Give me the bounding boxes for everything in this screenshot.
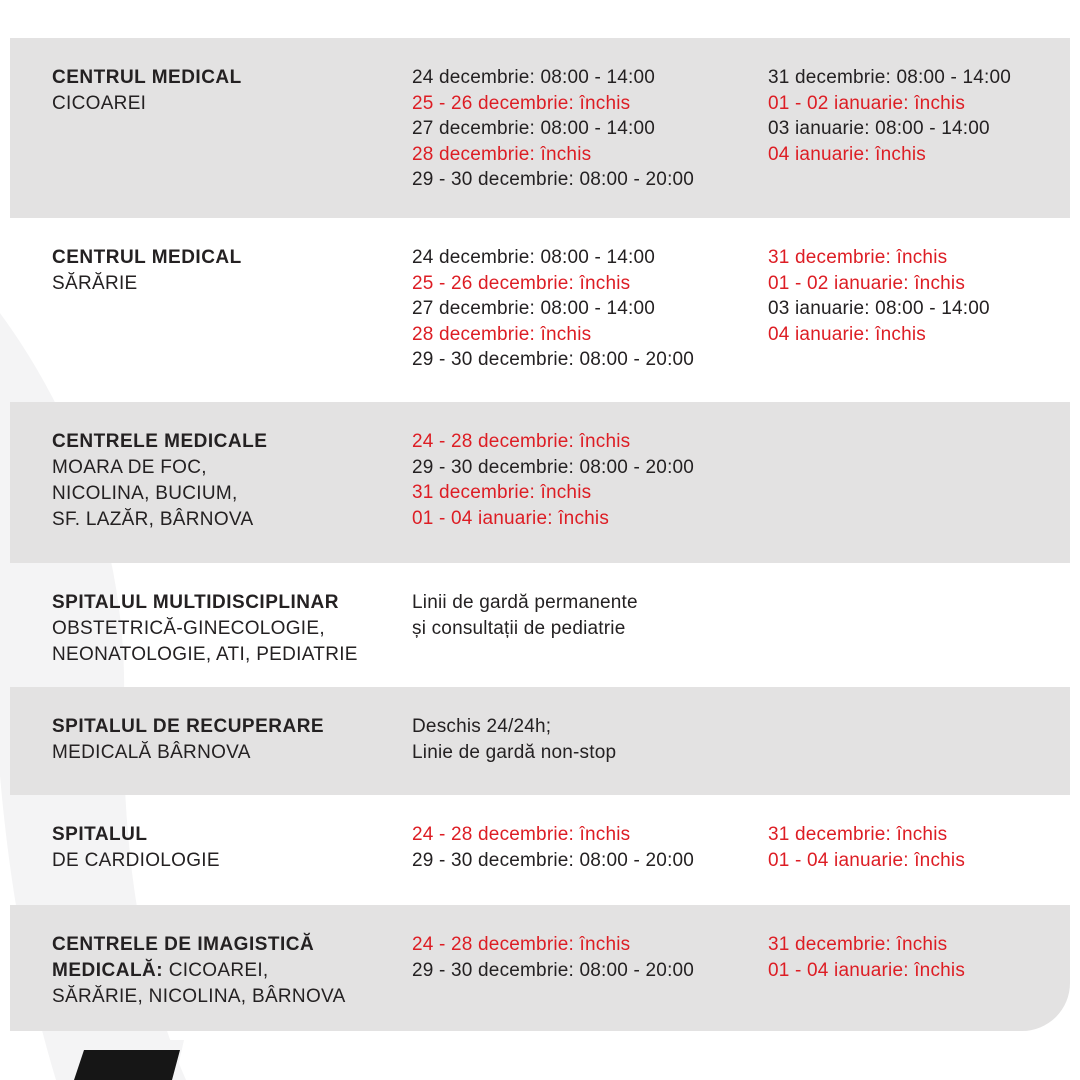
facility-name <box>52 245 402 297</box>
schedule-january-line: 03 ianuarie: 08:00 - 14:00 <box>768 118 990 139</box>
schedule-december-line: 24 - 28 decembrie: închis <box>412 934 631 955</box>
facility-name-line <box>52 507 402 533</box>
facility-name-text: MOARA DE FOC, <box>52 457 207 478</box>
facility-name-line <box>52 714 402 740</box>
facility-name-line <box>52 245 402 271</box>
schedule-row-4 <box>10 563 1070 687</box>
schedule-december-line: Linii de gardă permanente <box>412 592 638 613</box>
schedule-december-line: 31 decembrie: închis <box>412 482 592 503</box>
facility-name <box>52 429 402 533</box>
schedule-december-line: 29 - 30 decembrie: 08:00 - 20:00 <box>412 456 695 478</box>
facility-name <box>52 65 402 117</box>
facility-name-bold-text: CENTRELE MEDICALE <box>52 431 268 452</box>
schedule-december-line: 29 - 30 decembrie: 08:00 - 20:00 <box>412 349 695 370</box>
schedule-january <box>768 822 1068 873</box>
schedule-december-line: Linie de gardă non-stop <box>412 741 617 763</box>
schedule-january <box>768 932 1068 983</box>
schedule-december-line: 28 decembrie: închis <box>412 143 592 165</box>
facility-name-line <box>52 848 402 874</box>
facility-name-line <box>52 429 402 455</box>
schedule-december-line: 24 - 28 decembrie: închis <box>412 824 631 845</box>
facility-name-bold-text: SPITALUL DE RECUPERARE <box>52 716 325 737</box>
schedule-row-1 <box>10 38 1070 218</box>
schedule-december-line: și consultații de pediatrie <box>412 617 626 639</box>
schedule-december-line: 24 decembrie: 08:00 - 14:00 <box>412 247 656 268</box>
schedule-december-line: 24 decembrie: 08:00 - 14:00 <box>412 67 656 88</box>
facility-name-line <box>52 91 402 117</box>
facility-name <box>52 822 402 874</box>
schedule-december <box>412 429 762 531</box>
schedule-row-3 <box>10 402 1070 563</box>
schedule-row-2 <box>10 218 1070 402</box>
rows <box>10 38 1070 1031</box>
schedule-january-line: 04 ianuarie: închis <box>768 143 927 165</box>
schedule-december <box>412 932 762 983</box>
schedule-january-line: 31 decembrie: închis <box>768 934 948 955</box>
schedule-december <box>412 590 762 641</box>
schedule-january-line: 01 - 02 ianuarie: închis <box>768 92 966 114</box>
schedule-december-line: Deschis 24/24h; <box>412 716 552 737</box>
schedule-december-line: 24 - 28 decembrie: închis <box>412 431 631 452</box>
facility-name-text: CICOAREI, <box>163 960 269 981</box>
facility-name-line <box>52 455 402 481</box>
facility-name-text: CICOAREI <box>52 93 147 114</box>
schedule-december-line: 29 - 30 decembrie: 08:00 - 20:00 <box>412 169 695 190</box>
bottom-left-logo-fragment <box>74 1050 180 1080</box>
facility-name-bold-text: SPITALUL <box>52 824 148 845</box>
facility-name-text: OBSTETRICĂ-GINECOLOGIE, <box>52 618 325 639</box>
schedule-january <box>768 65 1068 167</box>
facility-name <box>52 932 402 1010</box>
schedule-december-line: 27 decembrie: 08:00 - 14:00 <box>412 298 656 319</box>
facility-name-line <box>52 271 402 297</box>
schedule-january-line: 31 decembrie: închis <box>768 247 948 268</box>
facility-name-bold-text: CENTRELE DE IMAGISTICĂ <box>52 934 315 955</box>
schedule-january-line: 01 - 04 ianuarie: închis <box>768 959 966 981</box>
facility-name <box>52 714 402 766</box>
schedule-january-line: 31 decembrie: închis <box>768 824 948 845</box>
schedule-december-line: 29 - 30 decembrie: 08:00 - 20:00 <box>412 849 695 871</box>
facility-name-line <box>52 642 402 668</box>
schedule-december-line: 01 - 04 ianuarie: închis <box>412 507 610 529</box>
facility-name-line <box>52 65 402 91</box>
schedule-january-line: 04 ianuarie: închis <box>768 323 927 345</box>
schedule-december-line: 27 decembrie: 08:00 - 14:00 <box>412 118 656 139</box>
facility-name-line <box>52 740 402 766</box>
facility-name-line <box>52 984 402 1010</box>
schedule-december-line: 29 - 30 decembrie: 08:00 - 20:00 <box>412 959 695 981</box>
facility-name-line <box>52 616 402 642</box>
schedule-january-line: 31 decembrie: 08:00 - 14:00 <box>768 67 1012 88</box>
schedule-december-line: 25 - 26 decembrie: închis <box>412 272 631 294</box>
schedule-january <box>768 245 1068 347</box>
facility-name-text: SĂRĂRIE, NICOLINA, BÂRNOVA <box>52 986 346 1007</box>
schedule-row-5 <box>10 687 1070 795</box>
schedule-january-line: 03 ianuarie: 08:00 - 14:00 <box>768 298 990 319</box>
facility-name-text: MEDICALĂ BÂRNOVA <box>52 742 251 763</box>
facility-name-text: SF. LAZĂR, BÂRNOVA <box>52 509 254 530</box>
facility-name-line <box>52 590 402 616</box>
facility-name-text: NICOLINA, BUCIUM, <box>52 483 238 504</box>
facility-name-line <box>52 958 402 984</box>
facility-name-text: SĂRĂRIE <box>52 273 138 294</box>
schedule-december <box>412 714 762 765</box>
facility-name-line <box>52 481 402 507</box>
schedule-december-line: 28 decembrie: închis <box>412 323 592 345</box>
schedule-december <box>412 65 762 193</box>
facility-name-bold-text: MEDICALĂ: <box>52 960 164 981</box>
schedule-row-6 <box>10 795 1070 905</box>
schedule-december <box>412 822 762 873</box>
facility-name-bold-text: CENTRUL MEDICAL <box>52 247 242 268</box>
facility-name-bold-text: CENTRUL MEDICAL <box>52 67 242 88</box>
schedule-december-line: 25 - 26 decembrie: închis <box>412 92 631 114</box>
facility-name-line <box>52 822 402 848</box>
schedule-december <box>412 245 762 373</box>
schedule-row-7 <box>10 905 1070 1031</box>
facility-name-line <box>52 932 402 958</box>
facility-name <box>52 590 402 668</box>
schedule-january-line: 01 - 04 ianuarie: închis <box>768 849 966 871</box>
facility-name-bold-text: SPITALUL MULTIDISCIPLINAR <box>52 592 339 613</box>
schedule-january-line: 01 - 02 ianuarie: închis <box>768 272 966 294</box>
facility-name-text: DE CARDIOLOGIE <box>52 850 220 871</box>
facility-name-text: NEONATOLOGIE, ATI, PEDIATRIE <box>52 644 358 665</box>
